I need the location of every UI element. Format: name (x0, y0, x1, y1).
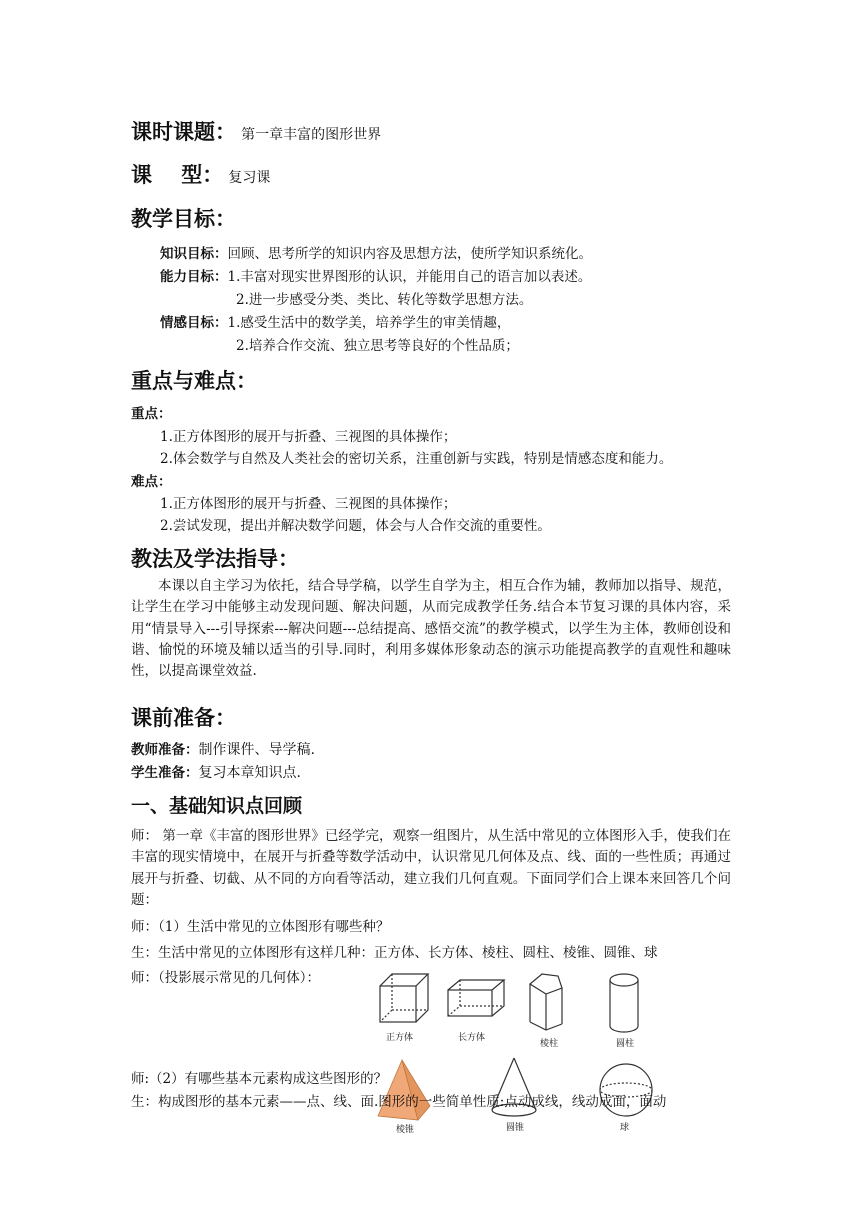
emotion-item-2: 2.培养合作交流、独立思考等良好的个性品质； (236, 338, 519, 354)
cuboid-icon (448, 980, 504, 1016)
section1-heading: 一、基础知识点回顾 (131, 795, 303, 817)
course-topic-row (131, 116, 381, 146)
label-prism: 棱柱 (540, 1039, 559, 1049)
course-topic-label: 课时课题： (131, 120, 236, 144)
knowledge-label: 知识目标： (160, 246, 228, 262)
ability-objective (160, 265, 591, 285)
ability-item-2: 2.进一步感受分类、类比、转化等数学思想方法。 (236, 292, 533, 308)
student-prep-label: 学生准备： (131, 765, 199, 781)
answer-2: 生：构成图形的基本元素——点、线、面.图形的一些简单性质:点动成线，线动成面，面动 (131, 1094, 667, 1110)
knowledge-objective (160, 242, 592, 262)
answer-1: 生：生活中常见的立体图形有这样几种：正方体、长方体、棱柱、圆柱、棱锥、圆锥、球 (131, 945, 658, 961)
label-sphere: 球 (620, 1123, 630, 1133)
student-prep (131, 761, 301, 782)
emotion-objective (160, 311, 510, 331)
question-2: 师:（2）有哪些基本元素构成这些图形的？ (131, 1071, 388, 1087)
emotion-label: 情感目标： (160, 315, 228, 331)
methods-heading: 教法及学法指导： (131, 547, 299, 571)
label-cone: 圆锥 (506, 1123, 525, 1133)
difficulty-item-2: 2.尝试发现，提出并解决数学问题，体会与人合作交流的重要性。 (160, 518, 551, 534)
course-topic-value: 第一章丰富的图形世界 (241, 127, 382, 143)
lesson-type-row (131, 159, 270, 189)
key-points-heading: 重点与难点： (131, 369, 257, 393)
label-cuboid: 长方体 (458, 1033, 486, 1043)
cube-icon (380, 974, 428, 1022)
emotion-item-1: 1.感受生活中的数学美，培养学生的审美情趣， (227, 315, 511, 331)
teacher-prep-label: 教师准备： (131, 742, 199, 758)
teacher-prep (131, 738, 315, 759)
focus-label: 重点： (131, 406, 172, 422)
focus-item-1: 1.正方体图形的展开与折叠、三视图的具体操作； (160, 429, 457, 445)
methods-paragraph: 本课以自主学习为依托，结合导学稿，以学生自学为主，相互合作为辅，教师加以指导、规范，让学生在学习中能够主动发现问题、解决问题，从而完成教学任务.结合本节复习课的具体内容，采用“情景导入---引导探索---解决问题---总结提高、感悟交流”的教学模式，以学生为主体，教师创设和谐、愉悦的环境及辅以适当的引导.同时，利用多媒体形象动态的演示功能提高教学的直观性和趣味性，以提高课堂效益. (131, 578, 731, 680)
solids-illustration (374, 966, 654, 1136)
label-pyramid: 棱锥 (396, 1125, 415, 1135)
difficulty-item-1: 1.正方体图形的展开与折叠、三视图的具体操作； (160, 496, 457, 512)
label-cube: 正方体 (386, 1033, 414, 1043)
lesson-type-value: 复习课 (228, 170, 271, 186)
objectives-heading: 教学目标： (131, 207, 236, 231)
label-cylinder: 圆柱 (616, 1039, 635, 1049)
prism-icon (530, 974, 562, 1030)
knowledge-text: 回顾、思考所学的知识内容及思想方法，使所学知识系统化。 (227, 246, 592, 262)
focus-item-2: 2.体会数学与自然及人类社会的密切关系，注重创新与实践，特别是情感态度和能力。 (160, 451, 673, 467)
difficulty-label: 难点： (131, 474, 172, 490)
student-prep-value: 复习本章知识点. (198, 765, 301, 781)
section1-intro: 师： 第一章《丰富的图形世界》已经学完，观察一组图片，从生活中常见的立体图形入手，使我们在丰富的现实情境中，在展开与折叠等数学活动中，认识常见几何体及点、线、面的一些性质；再通过展开与折叠、切截、从不同的方向看等活动，建立我们几何直观。下面同学们合上课本来回答几个问题： (131, 828, 731, 908)
ability-item-1: 1.丰富对现实世界图形的认识，并能用自己的语言加以表述。 (227, 269, 592, 285)
question-1: 师：（1）生活中常见的立体图形有哪些种？ (131, 919, 390, 935)
projection-note: 师：（投影展示常见的几何体）： (131, 970, 320, 986)
solids-figure (374, 966, 654, 1136)
preparation-heading: 课前准备： (131, 706, 236, 730)
ability-label: 能力目标： (160, 269, 228, 285)
teacher-prep-value: 制作课件、导学稿. (198, 742, 315, 758)
cylinder-icon (610, 974, 638, 1032)
lesson-type-label: 课 型： (131, 163, 224, 187)
